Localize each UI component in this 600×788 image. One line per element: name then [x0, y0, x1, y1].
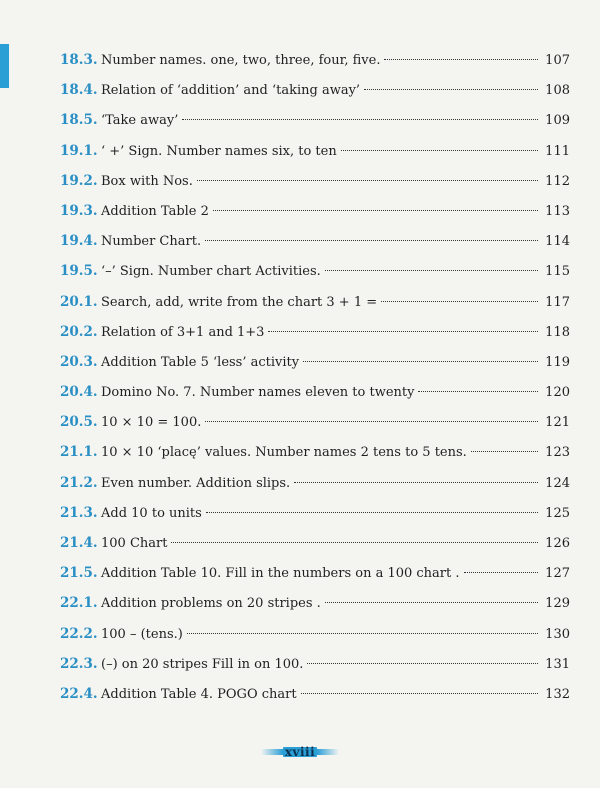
toc-entry	[60, 498, 570, 528]
toc-entry-page: 121	[545, 415, 570, 431]
toc-entry-number: 20.3.	[60, 353, 98, 370]
page-number-band	[261, 747, 339, 757]
footer-ornament-left	[261, 749, 283, 755]
toc-entry-page: 120	[545, 385, 570, 401]
toc-entry	[60, 649, 570, 679]
toc-entry-title: 100 Chart	[101, 536, 168, 551]
toc-entry-title: Addition Table 2	[101, 203, 209, 219]
toc-entry-number: 21.3.	[60, 504, 98, 521]
toc-entry	[60, 166, 570, 196]
toc-entry	[60, 528, 570, 558]
toc-entry-title: Add 10 to units	[101, 505, 202, 521]
toc-entry	[60, 45, 570, 75]
toc-entry-page: 127	[545, 566, 570, 582]
dot-leader	[464, 572, 538, 573]
toc-entry-number: 21.5.	[60, 565, 98, 582]
toc-entry-title: Addition Table 5 ‘less’ activity	[101, 354, 300, 370]
toc-entry	[60, 679, 570, 709]
toc-entry-title: (–) on 20 stripes Fill in on 100.	[101, 656, 304, 672]
dot-leader	[197, 180, 538, 181]
dot-leader	[307, 663, 538, 664]
toc-entry-page: 131	[545, 656, 570, 672]
toc-entry-page: 124	[545, 475, 570, 491]
page-footer	[0, 747, 600, 757]
toc-entry-number: 20.5.	[60, 414, 98, 431]
dot-leader	[471, 451, 538, 452]
dot-leader	[206, 512, 538, 513]
toc-entry-title: Even number. Addition slips.	[101, 475, 291, 491]
toc-entry-number: 22.3.	[60, 655, 98, 672]
toc-entry-number: 22.2.	[60, 625, 98, 642]
toc-entry	[60, 558, 570, 588]
toc-entry-page: 109	[545, 113, 570, 129]
dot-leader	[187, 633, 538, 634]
toc-entry-number: 18.5.	[60, 112, 98, 129]
footer-ornament-right	[317, 749, 339, 755]
dot-leader	[268, 331, 538, 332]
dot-leader	[418, 391, 538, 392]
toc-entry	[60, 226, 570, 256]
toc-entry-title: ‘–’ Sign. Number chart Activities.	[101, 264, 321, 280]
toc-entry-page: 117	[545, 294, 570, 310]
dot-leader	[303, 361, 538, 362]
toc-entry-number: 21.4.	[60, 535, 98, 551]
toc-entry	[60, 196, 570, 226]
dot-leader	[182, 119, 538, 120]
toc-entry-number: 22.1.	[60, 595, 98, 612]
toc-entry-number: 21.2.	[60, 474, 98, 491]
toc-entry-page: 111	[545, 143, 570, 159]
toc-entry-title: Search, add, write from the chart 3 + 1 =	[101, 294, 378, 310]
toc-entry-page: 119	[545, 354, 570, 370]
dot-leader	[341, 150, 538, 151]
toc-entry	[60, 75, 570, 105]
table-of-contents	[60, 45, 570, 709]
dot-leader	[384, 59, 538, 60]
toc-entry-title: 10 × 10 = 100.	[101, 415, 202, 431]
toc-entry-page: 108	[545, 83, 570, 99]
toc-entry-title: Box with Nos.	[101, 173, 193, 189]
side-tab-marker	[0, 44, 9, 88]
toc-entry-page: 123	[545, 445, 570, 461]
toc-entry-number: 19.3.	[60, 202, 98, 219]
toc-entry-page: 130	[545, 626, 570, 642]
toc-entry-number: 22.4.	[60, 685, 98, 702]
toc-entry-title: Relation of 3+1 and 1+3	[101, 324, 265, 340]
toc-entry-number: 20.2.	[60, 323, 98, 340]
toc-entry-page: 113	[545, 203, 570, 219]
toc-entry	[60, 105, 570, 135]
toc-entry-number: 18.3.	[60, 52, 98, 68]
toc-entry	[60, 468, 570, 498]
toc-entry-title: ‘ +’ Sign. Number names six, to ten	[101, 143, 337, 159]
toc-entry-number: 18.4.	[60, 82, 98, 99]
toc-entry-page: 132	[545, 686, 570, 702]
toc-entry	[60, 437, 570, 467]
dot-leader	[205, 240, 538, 241]
toc-entry-page: 125	[545, 505, 570, 521]
toc-entry-number: 20.4.	[60, 384, 98, 401]
toc-entry	[60, 136, 570, 166]
toc-entry-title: Number Chart.	[101, 234, 202, 250]
toc-entry-number: 20.1.	[60, 293, 98, 310]
dot-leader	[301, 693, 538, 694]
toc-entry	[60, 347, 570, 377]
toc-entry-title: Relation of ‘addition’ and ‘taking away’	[101, 83, 361, 99]
toc-entry	[60, 619, 570, 649]
toc-entry-title: Addition problems on 20 stripes .	[101, 596, 321, 612]
toc-entry	[60, 588, 570, 618]
toc-entry-page: 118	[545, 324, 570, 340]
toc-entry	[60, 256, 570, 286]
toc-entry-title: 10 × 10 ‘placę’ values. Number names 2 tens to 5 tens.	[101, 445, 467, 461]
toc-entry-title: Addition Table 4. POGO chart	[101, 686, 297, 702]
toc-entry	[60, 377, 570, 407]
toc-entry-title: 100 – (tens.)	[101, 626, 183, 642]
toc-entry-page: 126	[545, 536, 570, 551]
dot-leader	[213, 210, 538, 211]
dot-leader	[325, 602, 538, 603]
dot-leader	[381, 301, 538, 302]
toc-entry-page: 107	[545, 53, 570, 68]
toc-entry-number: 19.5.	[60, 263, 98, 280]
toc-entry-title: ‘Take away’	[101, 113, 179, 129]
toc-entry-title: Addition Table 10. Fill in the numbers on a 100 chart .	[101, 566, 460, 582]
page-number: xviii	[284, 745, 316, 759]
toc-entry	[60, 287, 570, 317]
dot-leader	[294, 482, 538, 483]
toc-entry-number: 19.2.	[60, 172, 98, 189]
dot-leader	[205, 421, 538, 422]
toc-entry	[60, 407, 570, 437]
toc-entry-number: 19.4.	[60, 233, 98, 250]
toc-entry-page: 115	[545, 264, 570, 280]
dot-leader	[325, 270, 538, 271]
toc-entry	[60, 317, 570, 347]
toc-entry-page: 112	[545, 173, 570, 189]
toc-entry-number: 21.1.	[60, 444, 98, 461]
toc-entry-number: 19.1.	[60, 142, 98, 159]
toc-entry-title: Number names. one, two, three, four, five.	[101, 53, 381, 68]
toc-entry-title: Domino No. 7. Number names eleven to twenty	[101, 385, 415, 401]
dot-leader	[171, 542, 538, 543]
dot-leader	[364, 89, 538, 90]
toc-entry-page: 114	[545, 234, 570, 250]
toc-entry-page: 129	[545, 596, 570, 612]
